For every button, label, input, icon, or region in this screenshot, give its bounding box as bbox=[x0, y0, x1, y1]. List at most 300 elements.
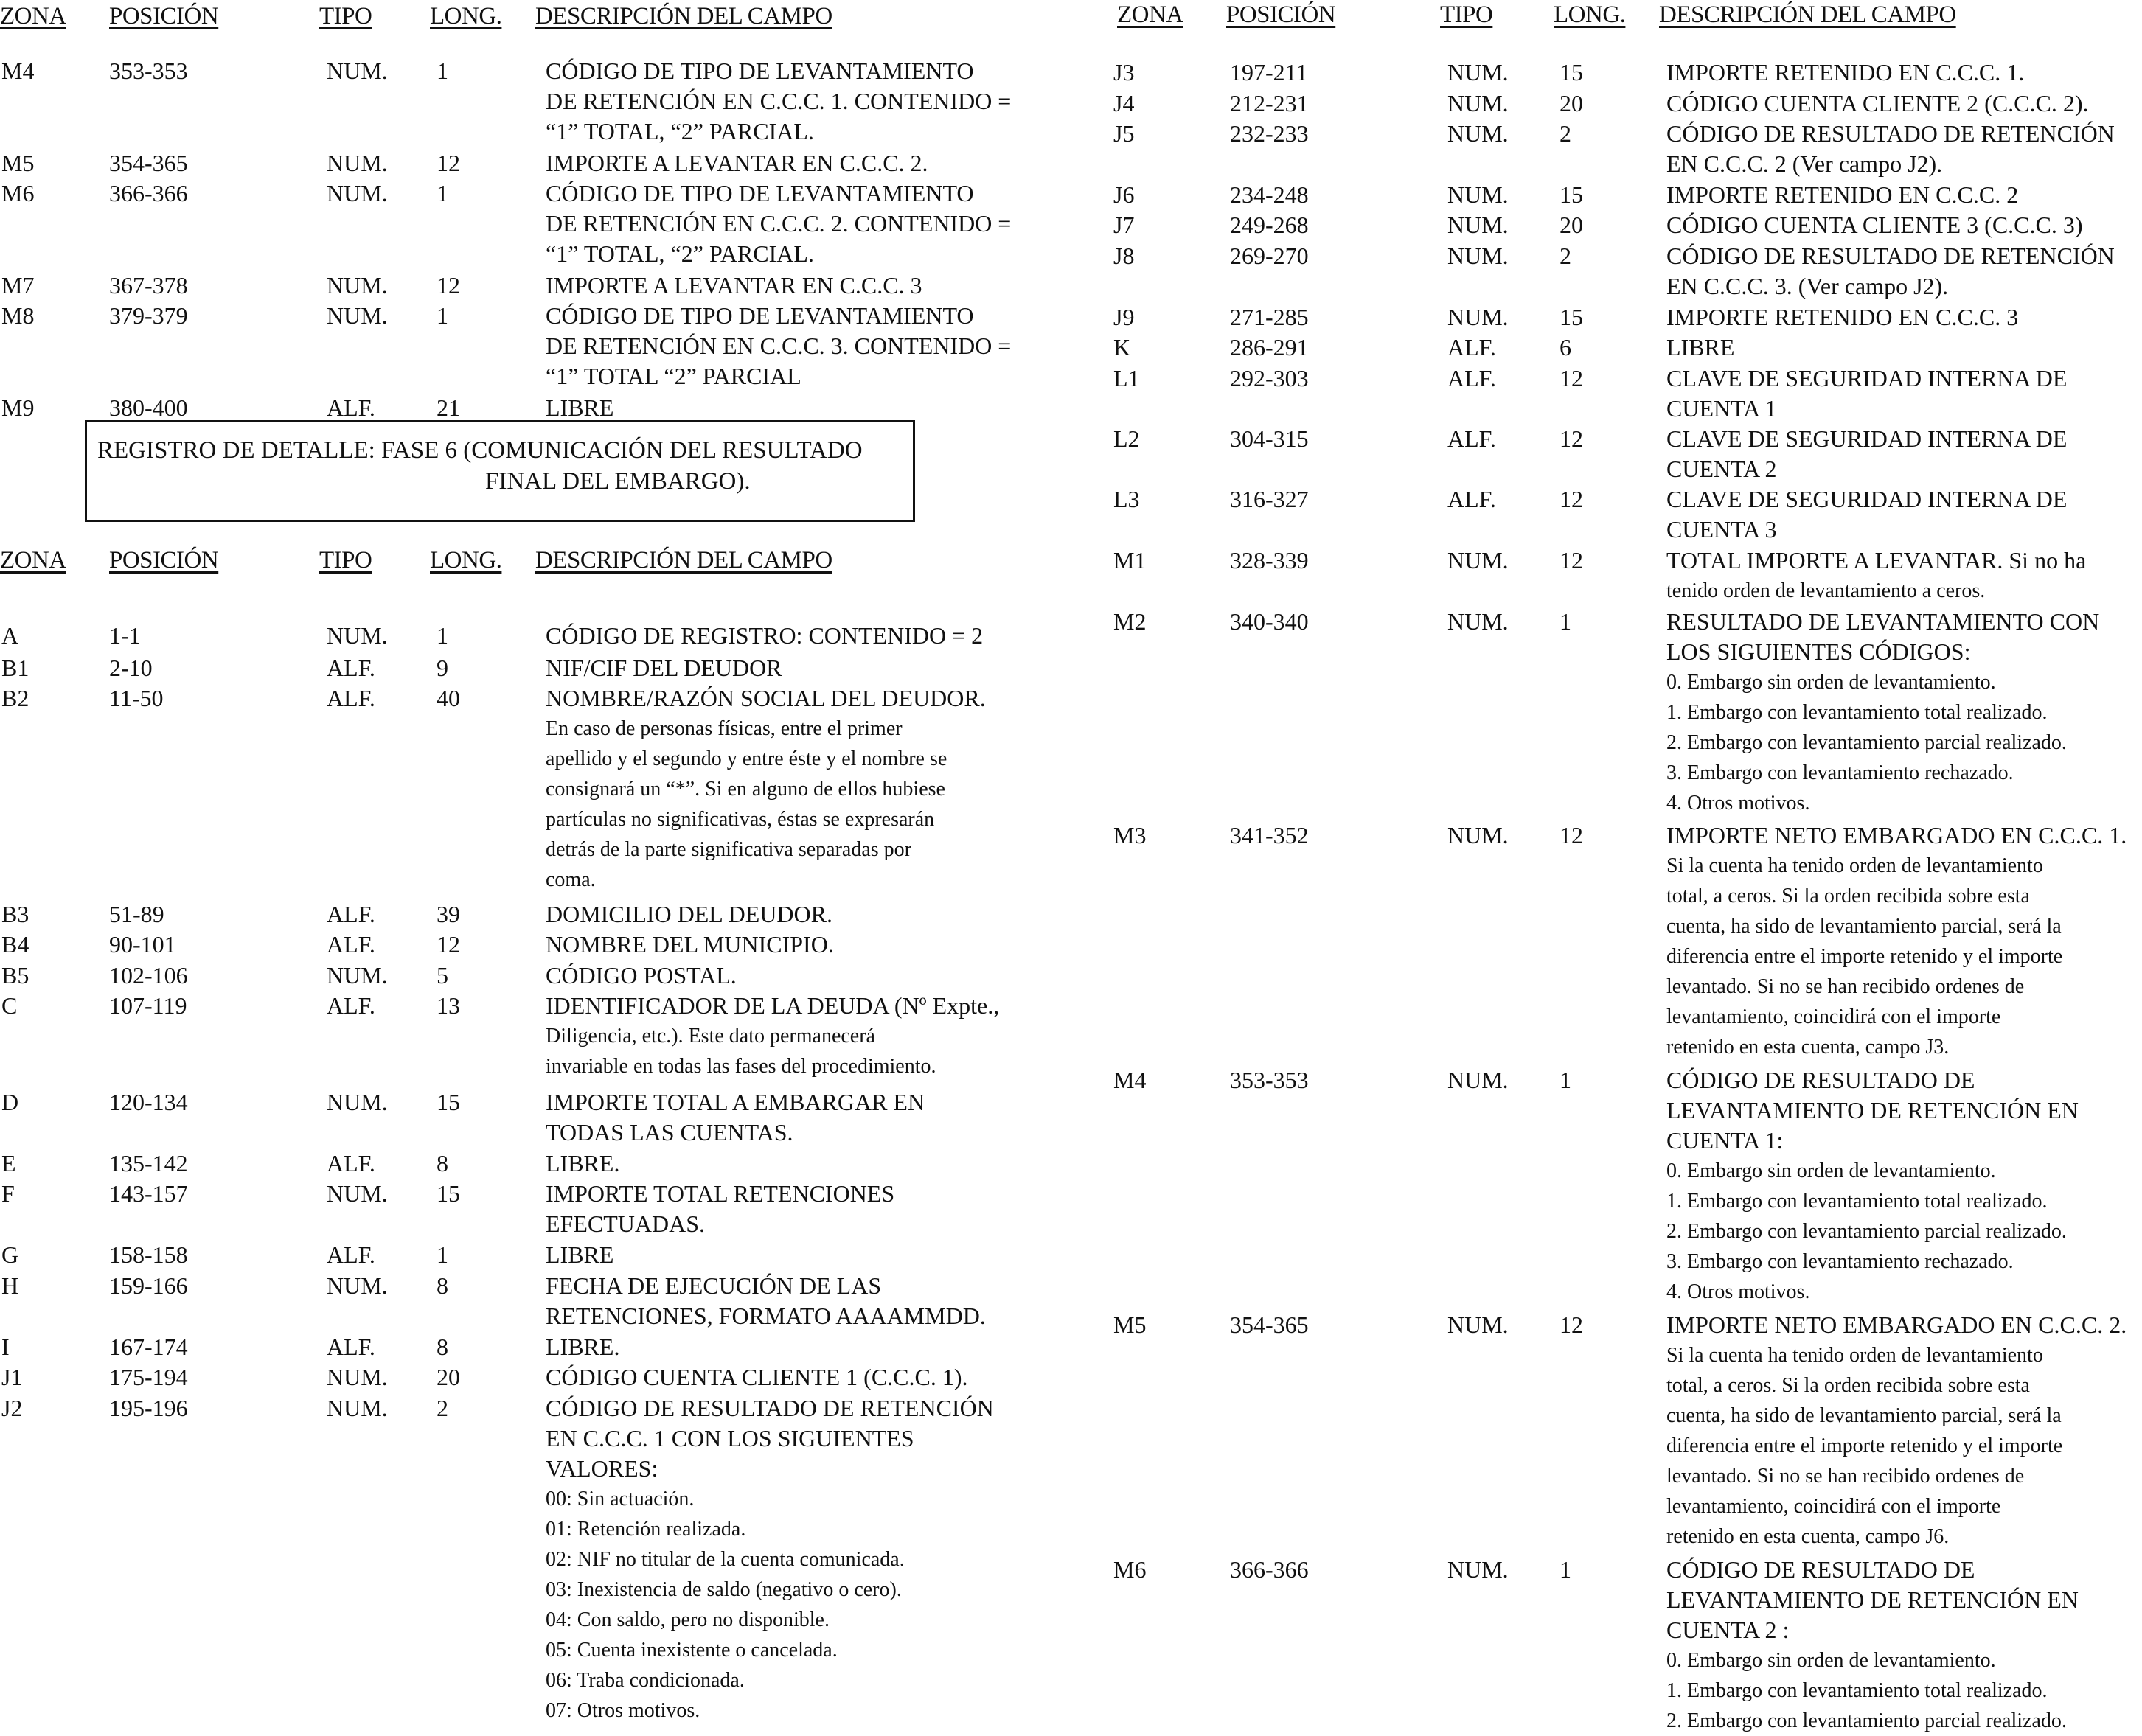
descripcion-line: DE RETENCIÓN EN C.C.C. 2. CONTENIDO = bbox=[546, 210, 1012, 237]
descripcion-cell bbox=[546, 1271, 986, 1331]
posicion-cell: 271-285 bbox=[1230, 303, 1309, 330]
long-cell: 12 bbox=[437, 931, 460, 958]
descripcion-line: NOMBRE/RAZÓN SOCIAL DEL DEUDOR. bbox=[546, 685, 986, 711]
tipo-cell: NUM. bbox=[1447, 1311, 1509, 1338]
descripcion-line: 0. Embargo sin orden de levantamiento. bbox=[1666, 1160, 1996, 1182]
descripcion-line: CUENTA 2 : bbox=[1666, 1617, 1790, 1643]
long-cell: 20 bbox=[1559, 212, 1583, 238]
header-posicion: POSICIÓN bbox=[1226, 1, 1336, 28]
descripcion-line: total, a ceros. Si la orden recibida sobre esta bbox=[1666, 1374, 2030, 1397]
descripcion-line: CLAVE DE SEGURIDAD INTERNA DE bbox=[1666, 364, 2068, 391]
descripcion-cell bbox=[546, 899, 832, 930]
descripcion-line: 3. Embargo con levantamiento rechazado. bbox=[1666, 761, 2014, 784]
descripcion-line: CUENTA 1 bbox=[1666, 394, 1777, 422]
descripcion-line: 06: Traba condicionada. bbox=[546, 1668, 745, 1692]
long-cell: 12 bbox=[1559, 1311, 1583, 1338]
descripcion-line: FECHA DE EJECUCIÓN DE LAS bbox=[546, 1272, 882, 1299]
zona-cell: M2 bbox=[1113, 607, 1147, 635]
zona-cell: M1 bbox=[1113, 546, 1147, 574]
descripcion-line: retenido en esta cuenta, campo J3. bbox=[1666, 1036, 1950, 1059]
tipo-cell: ALF. bbox=[327, 992, 375, 1019]
descripcion-line: NOMBRE DEL MUNICIPIO. bbox=[546, 931, 834, 958]
long-cell: 15 bbox=[1559, 59, 1583, 86]
header-tipo: TIPO bbox=[319, 3, 372, 29]
descripcion-line: CÓDIGO DE REGISTRO: CONTENIDO = 2 bbox=[546, 622, 984, 649]
long-cell: 1 bbox=[1559, 1067, 1571, 1093]
descripcion-cell bbox=[546, 621, 983, 651]
descripcion-line: IMPORTE RETENIDO EN C.C.C. 2 bbox=[1666, 181, 2019, 208]
zona-cell: F bbox=[1, 1180, 15, 1207]
posicion-cell: 175-194 bbox=[109, 1364, 188, 1390]
descripcion-line: LIBRE bbox=[546, 394, 614, 421]
descripcion-line: TOTAL IMPORTE A LEVANTAR. Si no ha bbox=[1666, 546, 2087, 574]
long-cell: 1 bbox=[437, 302, 448, 329]
zona-cell: G bbox=[1, 1241, 19, 1268]
descripcion-line: EN C.C.C. 3. (Ver campo J2). bbox=[1666, 272, 1949, 299]
descripcion-line: LEVANTAMIENTO DE RETENCIÓN EN bbox=[1666, 1586, 2079, 1613]
descripcion-line: 4. Otros motivos. bbox=[1666, 1280, 1810, 1303]
posicion-cell: 195-196 bbox=[109, 1394, 188, 1421]
descripcion-line: LIBRE bbox=[546, 1241, 614, 1268]
descripcion-line: RETENCIONES, FORMATO AAAAMMDD. bbox=[546, 1302, 986, 1329]
tipo-cell: NUM. bbox=[1447, 119, 1509, 147]
descripcion-line: 02: NIF no titular de la cuenta comunicada. bbox=[546, 1547, 905, 1571]
descripcion-line: CÓDIGO DE TIPO DE LEVANTAMIENTO bbox=[546, 302, 974, 329]
descripcion-line: VALORES: bbox=[546, 1454, 658, 1482]
posicion-cell: 234-248 bbox=[1230, 181, 1309, 208]
tipo-cell: NUM. bbox=[1447, 607, 1509, 635]
descripcion-cell bbox=[1666, 180, 2018, 210]
long-cell: 40 bbox=[437, 685, 460, 711]
descripcion-line: CÓDIGO POSTAL. bbox=[546, 961, 737, 989]
posicion-cell: 304-315 bbox=[1230, 425, 1309, 452]
descripcion-cell bbox=[1666, 1065, 2079, 1307]
long-cell: 15 bbox=[1559, 181, 1583, 208]
long-cell: 12 bbox=[1559, 546, 1583, 574]
descripcion-cell bbox=[1666, 1555, 2079, 1736]
zona-cell: B2 bbox=[1, 685, 29, 711]
tipo-cell: ALF. bbox=[327, 1149, 375, 1176]
zona-cell: B1 bbox=[1, 654, 29, 681]
descripcion-line: diferencia entre el importe retenido y el importe bbox=[1666, 945, 2063, 968]
descripcion-line: IMPORTE NETO EMBARGADO EN C.C.C. 1. bbox=[1666, 822, 2127, 848]
zona-cell: M6 bbox=[1113, 1556, 1147, 1583]
descripcion-cell bbox=[546, 1240, 613, 1270]
posicion-cell: 167-174 bbox=[109, 1333, 188, 1360]
long-cell: 8 bbox=[437, 1149, 448, 1176]
posicion-cell: 354-365 bbox=[1230, 1311, 1309, 1338]
section-title-box bbox=[85, 420, 915, 522]
posicion-cell: 292-303 bbox=[1230, 364, 1309, 391]
tipo-cell: NUM. bbox=[327, 271, 388, 299]
zona-cell: M3 bbox=[1113, 822, 1147, 848]
descripcion-line: IMPORTE A LEVANTAR EN C.C.C. 2. bbox=[546, 149, 928, 176]
descripcion-cell bbox=[1666, 484, 2067, 545]
posicion-cell: 107-119 bbox=[109, 992, 187, 1019]
zona-cell: L1 bbox=[1113, 364, 1140, 391]
descripcion-line: DOMICILIO DEL DEUDOR. bbox=[546, 900, 832, 927]
posicion-cell: 379-379 bbox=[109, 302, 188, 329]
descripcion-cell bbox=[1666, 241, 2115, 301]
zona-cell: J4 bbox=[1113, 89, 1135, 116]
descripcion-line: CÓDIGO CUENTA CLIENTE 3 (C.C.C. 3) bbox=[1666, 212, 2083, 238]
descripcion-cell bbox=[1666, 1310, 2127, 1552]
long-cell: 8 bbox=[437, 1272, 448, 1299]
descripcion-line: Diligencia, etc.). Este dato permanecerá bbox=[546, 1025, 875, 1047]
descripcion-line: 1. Embargo con levantamiento total realizado. bbox=[1666, 1679, 2048, 1702]
zona-cell: L3 bbox=[1113, 485, 1140, 512]
descripcion-line: CÓDIGO DE RESULTADO DE bbox=[1666, 1556, 1975, 1583]
descripcion-line: CÓDIGO DE RESULTADO DE RETENCIÓN bbox=[1666, 119, 2115, 147]
tipo-cell: ALF. bbox=[327, 1333, 375, 1360]
descripcion-line: partículas no significativas, éstas se expresarán bbox=[546, 808, 935, 831]
descripcion-cell bbox=[546, 1179, 894, 1239]
descripcion-line: IMPORTE RETENIDO EN C.C.C. 1. bbox=[1666, 59, 2025, 86]
zona-cell: J7 bbox=[1113, 212, 1135, 238]
descripcion-line: DE RETENCIÓN EN C.C.C. 1. CONTENIDO = bbox=[546, 88, 1012, 114]
zona-cell: M5 bbox=[1113, 1311, 1147, 1338]
tipo-cell: NUM. bbox=[1447, 59, 1509, 86]
descripcion-cell bbox=[1666, 57, 2024, 88]
long-cell: 15 bbox=[437, 1088, 460, 1115]
header-long: LONG. bbox=[1554, 1, 1626, 28]
descripcion-line: EFECTUADAS. bbox=[546, 1210, 706, 1237]
tipo-cell: ALF. bbox=[1447, 334, 1496, 360]
header-descripcion: DESCRIPCIÓN DEL CAMPO bbox=[1659, 1, 1956, 28]
descripcion-line: apellido y el segundo y entre éste y el nombre se bbox=[546, 747, 947, 770]
zona-cell: L2 bbox=[1113, 425, 1140, 452]
zona-cell: E bbox=[1, 1149, 16, 1176]
zona-cell: J6 bbox=[1113, 181, 1135, 208]
descripcion-line: 03: Inexistencia de saldo (negativo o cero). bbox=[546, 1578, 902, 1601]
zona-cell: K bbox=[1113, 334, 1131, 360]
header-long: LONG. bbox=[430, 547, 502, 574]
long-cell: 12 bbox=[437, 149, 460, 176]
posicion-cell: 380-400 bbox=[109, 394, 188, 421]
zona-cell: J3 bbox=[1113, 59, 1135, 86]
posicion-cell: 90-101 bbox=[109, 931, 176, 958]
descripcion-cell bbox=[1666, 424, 2067, 484]
descripcion-line: LEVANTAMIENTO DE RETENCIÓN EN bbox=[1666, 1097, 2079, 1123]
descripcion-line: EN C.C.C. 1 CON LOS SIGUIENTES bbox=[546, 1424, 914, 1451]
long-cell: 20 bbox=[1559, 89, 1583, 116]
descripcion-line: “1” TOTAL “2” PARCIAL bbox=[546, 363, 801, 389]
descripcion-line: CUENTA 2 bbox=[1666, 455, 1777, 482]
section-title-line1: REGISTRO DE DETALLE: FASE 6 (COMUNICACIÓN DEL RESULTADO bbox=[97, 437, 863, 464]
header-posicion: POSICIÓN bbox=[109, 3, 219, 29]
descripcion-line: IMPORTE RETENIDO EN C.C.C. 3 bbox=[1666, 303, 2019, 330]
tipo-cell: NUM. bbox=[327, 180, 388, 206]
long-cell: 15 bbox=[437, 1180, 460, 1207]
descripcion-cell bbox=[546, 991, 999, 1081]
descripcion-line: 3. Embargo con levantamiento rechazado. bbox=[1666, 1250, 2014, 1273]
descripcion-line: levantamiento, coincidirá con el importe bbox=[1666, 1005, 2001, 1028]
descripcion-cell bbox=[546, 1332, 619, 1362]
posicion-cell: 232-233 bbox=[1230, 119, 1309, 147]
zona-cell: M8 bbox=[1, 302, 35, 329]
descripcion-line: 1. Embargo con levantamiento total realizado. bbox=[1666, 700, 2048, 724]
long-cell: 1 bbox=[437, 622, 448, 649]
descripcion-cell bbox=[546, 148, 928, 178]
zona-cell: B3 bbox=[1, 900, 29, 927]
descripcion-line: TODAS LAS CUENTAS. bbox=[546, 1118, 793, 1146]
descripcion-line: CÓDIGO DE TIPO DE LEVANTAMIENTO bbox=[546, 57, 974, 84]
posicion-cell: 366-366 bbox=[1230, 1556, 1309, 1583]
descripcion-cell bbox=[546, 393, 613, 423]
descripcion-line: IMPORTE TOTAL A EMBARGAR EN bbox=[546, 1088, 925, 1115]
tipo-cell: NUM. bbox=[1447, 1067, 1509, 1093]
tipo-cell: NUM. bbox=[1447, 242, 1509, 269]
posicion-cell: 51-89 bbox=[109, 900, 164, 927]
tipo-cell: ALF. bbox=[327, 394, 375, 421]
descripcion-line: CÓDIGO CUENTA CLIENTE 1 (C.C.C. 1). bbox=[546, 1364, 968, 1390]
descripcion-line: 2. Embargo con levantamiento parcial realizado. bbox=[1666, 731, 2067, 754]
posicion-cell: 158-158 bbox=[109, 1241, 188, 1268]
descripcion-line: levantado. Si no se han recibido ordenes de bbox=[1666, 1465, 2025, 1488]
descripcion-cell bbox=[546, 56, 1011, 147]
descripcion-line: levantado. Si no se han recibido ordenes de bbox=[1666, 975, 2025, 998]
descripcion-line: CÓDIGO DE RESULTADO DE RETENCIÓN bbox=[546, 1394, 994, 1421]
long-cell: 21 bbox=[437, 394, 460, 421]
zona-cell: B4 bbox=[1, 931, 29, 958]
long-cell: 15 bbox=[1559, 303, 1583, 330]
posicion-cell: 197-211 bbox=[1230, 59, 1308, 86]
zona-cell: C bbox=[1, 992, 18, 1019]
tipo-cell: NUM. bbox=[1447, 89, 1509, 116]
descripcion-line: 2. Embargo con levantamiento parcial realizado. bbox=[1666, 1709, 2067, 1732]
long-cell: 2 bbox=[1559, 119, 1571, 147]
descripcion-line: IDENTIFICADOR DE LA DEUDA (Nº Expte., bbox=[546, 992, 1000, 1019]
tipo-cell: ALF. bbox=[327, 931, 375, 958]
descripcion-line: IMPORTE A LEVANTAR EN C.C.C. 3 bbox=[546, 271, 922, 299]
tipo-cell: ALF. bbox=[1447, 485, 1496, 512]
tipo-cell: NUM. bbox=[327, 961, 388, 989]
descripcion-line: En caso de personas físicas, entre el primer bbox=[546, 717, 903, 740]
tipo-cell: ALF. bbox=[327, 900, 375, 927]
header-long: LONG. bbox=[430, 3, 502, 29]
descripcion-line: CLAVE DE SEGURIDAD INTERNA DE bbox=[1666, 485, 2068, 512]
long-cell: 2 bbox=[1559, 242, 1571, 269]
header-descripcion: DESCRIPCIÓN DEL CAMPO bbox=[535, 547, 832, 574]
descripcion-line: CLAVE DE SEGURIDAD INTERNA DE bbox=[1666, 425, 2068, 452]
descripcion-line: LIBRE bbox=[1666, 334, 1735, 360]
tipo-cell: NUM. bbox=[327, 1394, 388, 1421]
descripcion-cell bbox=[1666, 545, 2086, 606]
tipo-cell: NUM. bbox=[327, 1364, 388, 1390]
descripcion-cell bbox=[1666, 88, 2089, 119]
long-cell: 8 bbox=[437, 1333, 448, 1360]
descripcion-line: CÓDIGO CUENTA CLIENTE 2 (C.C.C. 2). bbox=[1666, 89, 2089, 116]
posicion-cell: 159-166 bbox=[109, 1272, 188, 1299]
descripcion-cell bbox=[1666, 210, 2083, 240]
posicion-cell: 102-106 bbox=[109, 961, 188, 989]
descripcion-line: IMPORTE TOTAL RETENCIONES bbox=[546, 1180, 895, 1207]
descripcion-cell bbox=[546, 271, 922, 301]
tipo-cell: NUM. bbox=[327, 622, 388, 649]
descripcion-line: CÓDIGO DE RESULTADO DE bbox=[1666, 1067, 1975, 1093]
posicion-cell: 11-50 bbox=[109, 685, 164, 711]
tipo-cell: NUM. bbox=[1447, 181, 1509, 208]
tipo-cell: NUM. bbox=[327, 149, 388, 176]
descripcion-line: total, a ceros. Si la orden recibida sobre esta bbox=[1666, 885, 2030, 907]
descripcion-cell bbox=[546, 1148, 619, 1179]
long-cell: 13 bbox=[437, 992, 460, 1019]
zona-cell: M7 bbox=[1, 271, 35, 299]
tipo-cell: NUM. bbox=[1447, 303, 1509, 330]
descripcion-cell bbox=[546, 683, 986, 895]
descripcion-cell bbox=[546, 1362, 968, 1392]
descripcion-line: CÓDIGO DE RESULTADO DE RETENCIÓN bbox=[1666, 242, 2115, 269]
zona-cell: J2 bbox=[1, 1394, 23, 1421]
descripcion-cell bbox=[1666, 119, 2115, 179]
descripcion-cell bbox=[546, 1393, 994, 1726]
tipo-cell: NUM. bbox=[327, 1088, 388, 1115]
descripcion-cell bbox=[1666, 363, 2067, 424]
posicion-cell: 212-231 bbox=[1230, 89, 1309, 116]
descripcion-line: 0. Embargo sin orden de levantamiento. bbox=[1666, 1649, 1996, 1672]
tipo-cell: NUM. bbox=[327, 1272, 388, 1299]
zona-cell: D bbox=[1, 1088, 19, 1115]
posicion-cell: 135-142 bbox=[109, 1149, 188, 1176]
tipo-cell: NUM. bbox=[1447, 546, 1509, 574]
long-cell: 1 bbox=[1559, 1556, 1571, 1583]
descripcion-line: coma. bbox=[546, 868, 596, 891]
zona-cell: J8 bbox=[1113, 242, 1135, 269]
descripcion-cell bbox=[546, 1087, 925, 1148]
descripcion-line: 4. Otros motivos. bbox=[1666, 791, 1810, 815]
posicion-cell: 249-268 bbox=[1230, 212, 1309, 238]
posicion-cell: 1-1 bbox=[109, 622, 141, 649]
descripcion-line: NIF/CIF DEL DEUDOR bbox=[546, 654, 782, 681]
tipo-cell: NUM. bbox=[1447, 212, 1509, 238]
long-cell: 12 bbox=[1559, 364, 1583, 391]
zona-cell: M5 bbox=[1, 149, 35, 176]
long-cell: 12 bbox=[1559, 485, 1583, 512]
zona-cell: B5 bbox=[1, 961, 29, 989]
header-descripcion: DESCRIPCIÓN DEL CAMPO bbox=[535, 3, 832, 29]
tipo-cell: NUM. bbox=[327, 1180, 388, 1207]
descripcion-line: CÓDIGO DE TIPO DE LEVANTAMIENTO bbox=[546, 180, 974, 206]
posicion-cell: 269-270 bbox=[1230, 242, 1309, 269]
descripcion-line: RESULTADO DE LEVANTAMIENTO CON bbox=[1666, 607, 2100, 635]
descripcion-cell bbox=[546, 653, 782, 683]
descripcion-line: LIBRE. bbox=[546, 1149, 620, 1176]
long-cell: 2 bbox=[437, 1394, 448, 1421]
tipo-cell: ALF. bbox=[327, 1241, 375, 1268]
descripcion-line: detrás de la parte significativa separadas por bbox=[546, 838, 912, 861]
long-cell: 12 bbox=[1559, 425, 1583, 452]
header-tipo: TIPO bbox=[1440, 1, 1493, 28]
tipo-cell: NUM. bbox=[1447, 1556, 1509, 1583]
zona-cell: J9 bbox=[1113, 303, 1135, 330]
descripcion-cell bbox=[1666, 607, 2099, 818]
zona-cell: I bbox=[1, 1333, 10, 1360]
descripcion-line: 01: Retención realizada. bbox=[546, 1517, 746, 1541]
descripcion-line: diferencia entre el importe retenido y el importe bbox=[1666, 1435, 2063, 1457]
descripcion-cell bbox=[1666, 302, 2018, 332]
zona-cell: J5 bbox=[1113, 119, 1135, 147]
posicion-cell: 2-10 bbox=[109, 654, 153, 681]
descripcion-cell bbox=[546, 930, 834, 960]
posicion-cell: 367-378 bbox=[109, 271, 188, 299]
descripcion-line: retenido en esta cuenta, campo J6. bbox=[1666, 1525, 1950, 1548]
zona-cell: M4 bbox=[1113, 1067, 1147, 1093]
posicion-cell: 328-339 bbox=[1230, 546, 1309, 574]
descripcion-line: CUENTA 3 bbox=[1666, 515, 1777, 543]
descripcion-cell bbox=[546, 301, 1011, 391]
long-cell: 5 bbox=[437, 961, 448, 989]
descripcion-line: 04: Con saldo, pero no disponible. bbox=[546, 1608, 830, 1631]
posicion-cell: 353-353 bbox=[1230, 1067, 1309, 1093]
tipo-cell: NUM. bbox=[327, 57, 388, 84]
descripcion-line: “1” TOTAL, “2” PARCIAL. bbox=[546, 118, 814, 144]
header-zona: ZONA bbox=[0, 547, 66, 574]
descripcion-line: EN C.C.C. 2 (Ver campo J2). bbox=[1666, 150, 1943, 177]
posicion-cell: 143-157 bbox=[109, 1180, 188, 1207]
tipo-cell: NUM. bbox=[327, 302, 388, 329]
long-cell: 1 bbox=[437, 180, 448, 206]
descripcion-cell bbox=[546, 178, 1011, 269]
tipo-cell: ALF. bbox=[327, 654, 375, 681]
header-zona: ZONA bbox=[1117, 1, 1183, 28]
posicion-cell: 353-353 bbox=[109, 57, 188, 84]
descripcion-line: IMPORTE NETO EMBARGADO EN C.C.C. 2. bbox=[1666, 1311, 2127, 1338]
long-cell: 6 bbox=[1559, 334, 1571, 360]
descripcion-cell bbox=[1666, 820, 2127, 1062]
zona-cell: A bbox=[1, 622, 19, 649]
tipo-cell: NUM. bbox=[1447, 822, 1509, 848]
long-cell: 12 bbox=[1559, 822, 1583, 848]
posicion-cell: 341-352 bbox=[1230, 822, 1309, 848]
posicion-cell: 354-365 bbox=[109, 149, 188, 176]
long-cell: 39 bbox=[437, 900, 460, 927]
descripcion-line: 07: Otros motivos. bbox=[546, 1698, 700, 1722]
tipo-cell: ALF. bbox=[327, 685, 375, 711]
zona-cell: M4 bbox=[1, 57, 35, 84]
descripcion-line: 1. Embargo con levantamiento total realizado. bbox=[1666, 1190, 2048, 1213]
posicion-cell: 366-366 bbox=[109, 180, 188, 206]
long-cell: 12 bbox=[437, 271, 460, 299]
descripcion-line: cuenta, ha sido de levantamiento parcial, será la bbox=[1666, 915, 2062, 938]
posicion-cell: 340-340 bbox=[1230, 607, 1309, 635]
zona-cell: M6 bbox=[1, 180, 35, 206]
descripcion-line: 0. Embargo sin orden de levantamiento. bbox=[1666, 670, 1996, 694]
descripcion-line: levantamiento, coincidirá con el importe bbox=[1666, 1495, 2001, 1518]
posicion-cell: 286-291 bbox=[1230, 334, 1309, 360]
descripcion-line: LOS SIGUIENTES CÓDIGOS: bbox=[1666, 638, 1971, 665]
zona-cell: M9 bbox=[1, 394, 35, 421]
descripcion-line: invariable en todas las fases del procedimiento. bbox=[546, 1055, 936, 1078]
header-zona: ZONA bbox=[0, 3, 66, 29]
descripcion-line: Si la cuenta ha tenido orden de levantamiento bbox=[1666, 854, 2043, 877]
long-cell: 9 bbox=[437, 654, 448, 681]
tipo-cell: ALF. bbox=[1447, 364, 1496, 391]
descripcion-line: Si la cuenta ha tenido orden de levantamiento bbox=[1666, 1344, 2043, 1367]
descripcion-line: cuenta, ha sido de levantamiento parcial, será la bbox=[1666, 1404, 2062, 1427]
long-cell: 20 bbox=[437, 1364, 460, 1390]
descripcion-line: DE RETENCIÓN EN C.C.C. 3. CONTENIDO = bbox=[546, 332, 1012, 359]
header-tipo: TIPO bbox=[319, 547, 372, 574]
descripcion-line: 00: Sin actuación. bbox=[546, 1487, 695, 1510]
zona-cell: J1 bbox=[1, 1364, 23, 1390]
tipo-cell: ALF. bbox=[1447, 425, 1496, 452]
descripcion-line: 2. Embargo con levantamiento parcial realizado. bbox=[1666, 1220, 2067, 1243]
descripcion-cell bbox=[1666, 332, 1734, 363]
long-cell: 1 bbox=[1559, 607, 1571, 635]
descripcion-line: tenido orden de levantamiento a ceros. bbox=[1666, 579, 1986, 602]
posicion-cell: 120-134 bbox=[109, 1088, 188, 1115]
zona-cell: H bbox=[1, 1272, 19, 1299]
